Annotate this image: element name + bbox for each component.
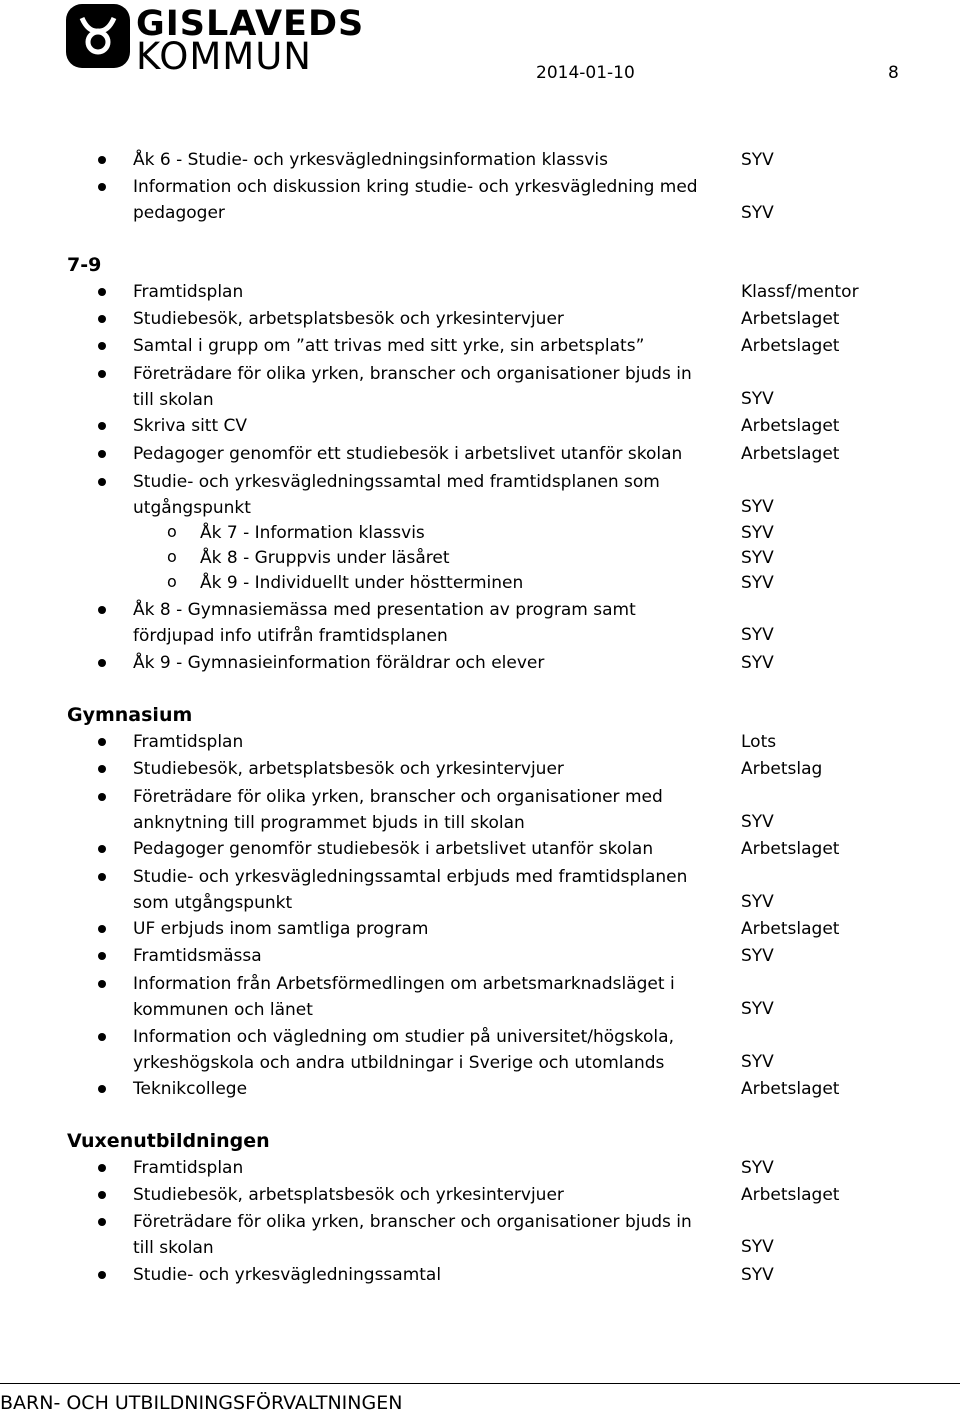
- bullet-icon: [98, 450, 106, 458]
- item-text: Åk 9 - Gymnasieinformation föräldrar och elever: [133, 653, 545, 673]
- bullet-icon: [98, 1164, 106, 1172]
- item-responsible: Arbetslaget: [741, 1079, 840, 1099]
- item-responsible: SYV: [741, 497, 774, 517]
- bullet-icon: [98, 873, 106, 881]
- item-text: Företrädare för olika yrken, branscher och organisationer med anknytning till programmet bjuds in till skolan: [133, 787, 663, 833]
- bullet-icon: [98, 1085, 106, 1093]
- item-text: Framtidsmässa: [133, 946, 262, 966]
- bullet-icon: [98, 370, 106, 378]
- bullet-icon: [98, 925, 106, 933]
- item-responsible: Klassf/mentor: [741, 282, 859, 302]
- sub-bullet-marker: o: [167, 547, 177, 566]
- item-responsible: SYV: [741, 203, 774, 223]
- item-text: Information och vägledning om studier på universitet/högskola, yrkeshögskola och andra utbildningar i Sverige och utomlands: [133, 1027, 674, 1073]
- page-number: 8: [888, 63, 899, 83]
- item-responsible: SYV: [741, 1158, 774, 1178]
- logo-text-line1: GISLAVEDS: [136, 4, 365, 44]
- item-text: Företrädare för olika yrken, branscher och organisationer bjuds in till skolan: [133, 364, 692, 410]
- item-responsible: Arbetslaget: [741, 309, 840, 329]
- section-heading-gymnasium: Gymnasium: [67, 704, 193, 726]
- item-text: Åk 9 - Individuellt under höstterminen: [200, 573, 524, 593]
- item-text: Studiebesök, arbetsplatsbesök och yrkesintervjuer: [133, 1185, 564, 1205]
- bullet-icon: [98, 980, 106, 988]
- item-responsible: SYV: [741, 999, 774, 1019]
- item-text: Framtidsplan: [133, 282, 244, 302]
- item-text: Information från Arbetsförmedlingen om arbetsmarknadsläget i kommunen och länet: [133, 974, 675, 1020]
- item-text: Samtal i grupp om ”att trivas med sitt yrke, sin arbetsplats”: [133, 336, 645, 356]
- item-text: Information och diskussion kring studie- och yrkesvägledning med pedagoger: [133, 177, 698, 223]
- bullet-icon: [98, 793, 106, 801]
- item-responsible: SYV: [741, 653, 774, 673]
- municipality-logo: [66, 4, 366, 78]
- header-date: 2014-01-10: [536, 63, 635, 83]
- item-responsible: Arbetslag: [741, 759, 823, 779]
- item-responsible: SYV: [741, 389, 774, 409]
- item-text: Studiebesök, arbetsplatsbesök och yrkesintervjuer: [133, 309, 564, 329]
- item-text: Åk 7 - Information klassvis: [200, 523, 425, 543]
- bullet-icon: [98, 606, 106, 614]
- logo-emblem-icon: [66, 4, 130, 68]
- bullet-icon: [98, 156, 106, 164]
- item-responsible: Arbetslaget: [741, 839, 840, 859]
- item-responsible: SYV: [741, 812, 774, 832]
- item-text: Studie- och yrkesvägledningssamtal med framtidsplanen som utgångspunkt: [133, 472, 660, 518]
- item-text: Framtidsplan: [133, 732, 244, 752]
- item-text: Teknikcollege: [133, 1079, 248, 1099]
- bullet-icon: [98, 952, 106, 960]
- item-text: Pedagoger genomför ett studiebesök i arbetslivet utanför skolan: [133, 444, 683, 464]
- item-text: Företrädare för olika yrken, branscher och organisationer bjuds in till skolan: [133, 1212, 692, 1258]
- section-heading-7-9: 7-9: [67, 254, 102, 276]
- item-responsible: SYV: [741, 1265, 774, 1285]
- bullet-icon: [98, 1218, 106, 1226]
- item-text: Åk 6 - Studie- och yrkesvägledningsinformation klassvis: [133, 150, 608, 170]
- item-text: Studiebesök, arbetsplatsbesök och yrkesintervjuer: [133, 759, 564, 779]
- sub-bullet-marker: o: [167, 522, 177, 541]
- bullet-icon: [98, 1191, 106, 1199]
- bullet-icon: [98, 659, 106, 667]
- item-responsible: SYV: [741, 1052, 774, 1072]
- item-responsible: SYV: [741, 573, 774, 593]
- sub-bullet-marker: o: [167, 572, 177, 591]
- item-text: UF erbjuds inom samtliga program: [133, 919, 429, 939]
- item-responsible: SYV: [741, 1237, 774, 1257]
- item-text: Skriva sitt CV: [133, 416, 248, 436]
- bullet-icon: [98, 478, 106, 486]
- bullet-icon: [98, 422, 106, 430]
- bullet-icon: [98, 342, 106, 350]
- item-responsible: Arbetslaget: [741, 444, 840, 464]
- bullet-icon: [98, 1271, 106, 1279]
- item-text: Pedagoger genomför studiebesök i arbetslivet utanför skolan: [133, 839, 654, 859]
- logo-text-line2: KOMMUN: [136, 35, 312, 78]
- item-responsible: Arbetslaget: [741, 919, 840, 939]
- item-responsible: SYV: [741, 548, 774, 568]
- item-responsible: Arbetslaget: [741, 336, 840, 356]
- item-responsible: Arbetslaget: [741, 416, 840, 436]
- bullet-icon: [98, 738, 106, 746]
- item-text: Åk 8 - Gruppvis under läsåret: [200, 548, 450, 568]
- item-responsible: SYV: [741, 946, 774, 966]
- bullet-icon: [98, 288, 106, 296]
- item-text: Studie- och yrkesvägledningssamtal: [133, 1265, 442, 1285]
- item-responsible: Arbetslaget: [741, 1185, 840, 1205]
- item-text: Studie- och yrkesvägledningssamtal erbjuds med framtidsplanen som utgångspunkt: [133, 867, 688, 913]
- item-responsible: Lots: [741, 732, 777, 752]
- item-responsible: SYV: [741, 523, 774, 543]
- item-responsible: SYV: [741, 892, 774, 912]
- item-responsible: SYV: [741, 625, 774, 645]
- item-text: Åk 8 - Gymnasiemässa med presentation av program samt fördjupad info utifrån framtidsplanen: [133, 600, 636, 646]
- item-text: Framtidsplan: [133, 1158, 244, 1178]
- bullet-icon: [98, 1033, 106, 1041]
- footer-department: BARN- OCH UTBILDNINGSFÖRVALTNINGEN: [0, 1392, 403, 1414]
- section-heading-vuxenutbildningen: Vuxenutbildningen: [67, 1130, 270, 1152]
- bullet-icon: [98, 765, 106, 773]
- footer-divider: [0, 1383, 960, 1384]
- item-responsible: SYV: [741, 150, 774, 170]
- bullet-icon: [98, 315, 106, 323]
- bullet-icon: [98, 845, 106, 853]
- bullet-icon: [98, 183, 106, 191]
